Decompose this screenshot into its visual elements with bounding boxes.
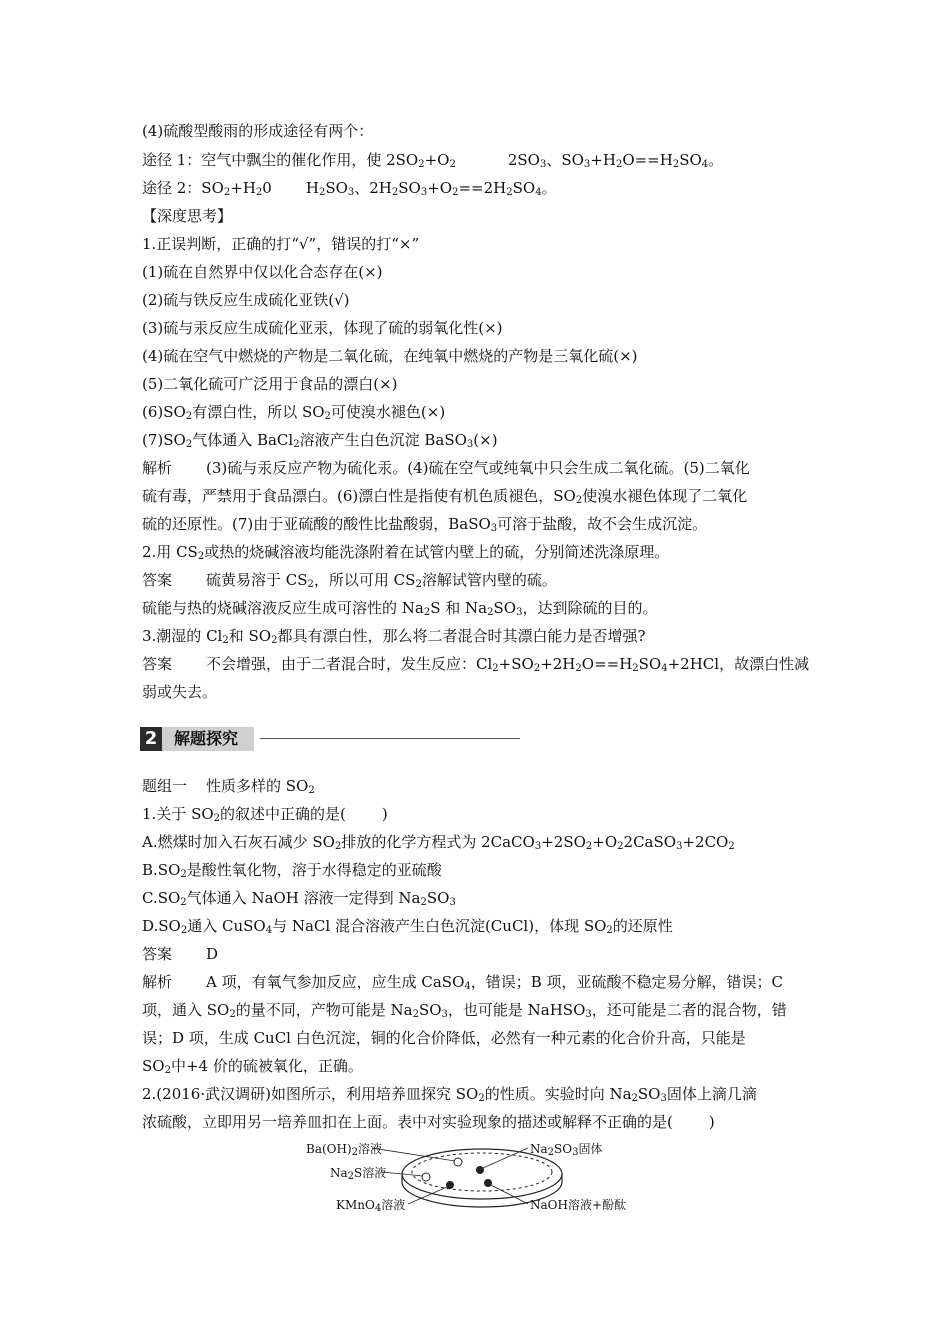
option-d: $D.SO_2$通入 CuSO$_4$与 NaCl 混合溶液产生白色沉淀(CuCl)，体现 $SO_2$的还原性 bbox=[142, 917, 673, 936]
answer-problem-1: 答案 D bbox=[142, 945, 219, 963]
answer-2-line-2: 硫能与热的烧碱溶液反应生成可溶性的 $Na_2S$ 和 $Na_2SO_3$，达到除硫的目的。 bbox=[142, 599, 658, 618]
question-1: 1.正误判断，正确的打“√”，错误的打“×” bbox=[142, 235, 420, 253]
question-3: 3.潮湿的 $Cl_2$和 $SO_2$都具有漂白性，那么将二者混合时其漂白能力是否增强? bbox=[142, 627, 646, 646]
section-header bbox=[140, 727, 520, 751]
kmno4-well bbox=[446, 1181, 454, 1189]
acid-rain-intro: (4)硫酸型酸雨的形成途径有两个： bbox=[142, 122, 374, 140]
analysis-2-line-1: 解析 A 项，有氧气参加反应，应生成 CaSO$_4$，错误；B 项，亚硫酸不稳定易分解，错误；C bbox=[142, 973, 784, 992]
judgement-item-2: (2)硫与铁反应生成硫化亚铁(√) bbox=[142, 291, 350, 309]
answer-3-line-1: 答案 不会增强，由于二者混合时，发生反应：$Cl_2+SO_2+2H_2O==H_2SO_4+2HCl$，故漂白性减 bbox=[142, 655, 810, 674]
pathway-2: 途径 2：$SO_2+H_20$ $H_2SO_3$、$2H_2SO_3+O_2==2H_2SO_4$。 bbox=[142, 179, 557, 198]
label-kmno4: KMnO$_4$溶液 bbox=[336, 1198, 406, 1214]
leader-na2so3 bbox=[483, 1148, 528, 1168]
judgement-item-6: $(6)SO_2$有漂白性，所以 $SO_2$可使溴水褪色(×) bbox=[142, 403, 446, 422]
label-baoh2: $Ba(OH)_2$溶液 bbox=[306, 1142, 383, 1158]
analysis-1-line-2: 硫有毒，严禁用于食品漂白。(6)漂白性是指使有机色质褪色，$SO_2$使溴水褪色体现了二氧化 bbox=[142, 487, 748, 506]
na2so3-well bbox=[476, 1166, 484, 1174]
option-c: $C.SO_2$气体通入 NaOH 溶液一定得到 $Na_2SO_3$ bbox=[142, 889, 456, 908]
label-na2s: $Na_2S$溶液 bbox=[330, 1166, 387, 1182]
analysis-2-line-3: 误；D 项，生成 CuCl 白色沉淀，铜的化合价降低，必然有一种元素的化合价升高，只能是 bbox=[142, 1029, 746, 1047]
pathway-1: 途径 1：空气中飘尘的催化作用，使 $2SO_2+O_2$ $2SO_3$、$SO_3+H_2O==H_2SO_4$。 bbox=[142, 151, 724, 170]
analysis-2-line-4: $SO_2$中+4 价的硫被氧化，正确。 bbox=[142, 1057, 363, 1076]
question-2: 2.用 $CS_2$或热的烧碱溶液均能洗涤附着在试管内壁上的硫，分别简述洗涤原理。 bbox=[142, 543, 670, 562]
leader-naoh bbox=[491, 1185, 528, 1204]
problem-2-line-1: 2.(2016·武汉调研)如图所示，利用培养皿探究 $SO_2$的性质。实验时向 $Na_2SO_3$固体上滴几滴 bbox=[142, 1085, 757, 1104]
problem-2-line-2: 浓硫酸，立即用另一培养皿扣在上面。表中对实验现象的描述或解释不正确的是( ) bbox=[142, 1113, 715, 1131]
judgement-item-1: (1)硫在自然界中仅以化合态存在(×) bbox=[142, 263, 383, 281]
answer-3-line-2: 弱或失去。 bbox=[142, 683, 218, 701]
section-title: 解题探究 bbox=[162, 727, 254, 751]
option-a: A.燃煤时加入石灰石减少 $SO_2$排放的化学方程式为 $2CaCO_3+2SO_2+O_22CaSO_3+2CO_2$ bbox=[142, 833, 735, 852]
problem-1: 1.关于 $SO_2$的叙述中正确的是( ) bbox=[142, 805, 388, 824]
analysis-2-line-2: 项，通入 $SO_2$的量不同，产物可能是 $Na_2SO_3$，也可能是 NaHSO$_3$，还可能是二者的混合物，错 bbox=[142, 1001, 787, 1020]
analysis-1-line-1: 解析 (3)硫与汞反应产物为硫化汞。(4)硫在空气或纯氧中只会生成二氧化硫。(5)二氧化 bbox=[142, 459, 750, 477]
option-b: $B.SO_2$是酸性氧化物，溶于水得稳定的亚硫酸 bbox=[142, 861, 442, 880]
baoh2-well bbox=[454, 1158, 462, 1166]
judgement-item-3: (3)硫与汞反应生成硫化亚汞，体现了硫的弱氧化性(×) bbox=[142, 319, 503, 337]
answer-2-line-1: 答案 硫黄易溶于 $CS_2$，所以可用 $CS_2$溶解试管内壁的硫。 bbox=[142, 571, 557, 590]
label-naoh: NaOH溶液+酚酞 bbox=[530, 1198, 627, 1212]
naoh-well bbox=[484, 1179, 492, 1187]
label-na2so3: $Na_2SO_3$固体 bbox=[530, 1142, 603, 1158]
problem-group-1: 题组一 性质多样的 $SO_2$ bbox=[142, 777, 315, 796]
na2s-well bbox=[422, 1173, 430, 1181]
judgement-item-7: $(7)SO_2$气体通入 BaCl$_2$溶液产生白色沉淀 BaSO$_3$(×) bbox=[142, 431, 498, 450]
judgement-item-5: (5)二氧化硫可广泛用于食品的漂白(×) bbox=[142, 375, 398, 393]
leader-baoh2 bbox=[372, 1148, 455, 1161]
judgement-item-4: (4)硫在空气中燃烧的产物是二氧化硫，在纯氧中燃烧的产物是三氧化硫(×) bbox=[142, 347, 638, 365]
deep-thinking-heading: 【深度思考】 bbox=[142, 207, 233, 225]
section-divider bbox=[260, 738, 520, 739]
analysis-1-line-3: 硫的还原性。(7)由于亚硫酸的酸性比盐酸弱，BaSO$_3$可溶于盐酸，故不会生成沉淀。 bbox=[142, 515, 708, 534]
section-number: 2 bbox=[140, 727, 162, 751]
